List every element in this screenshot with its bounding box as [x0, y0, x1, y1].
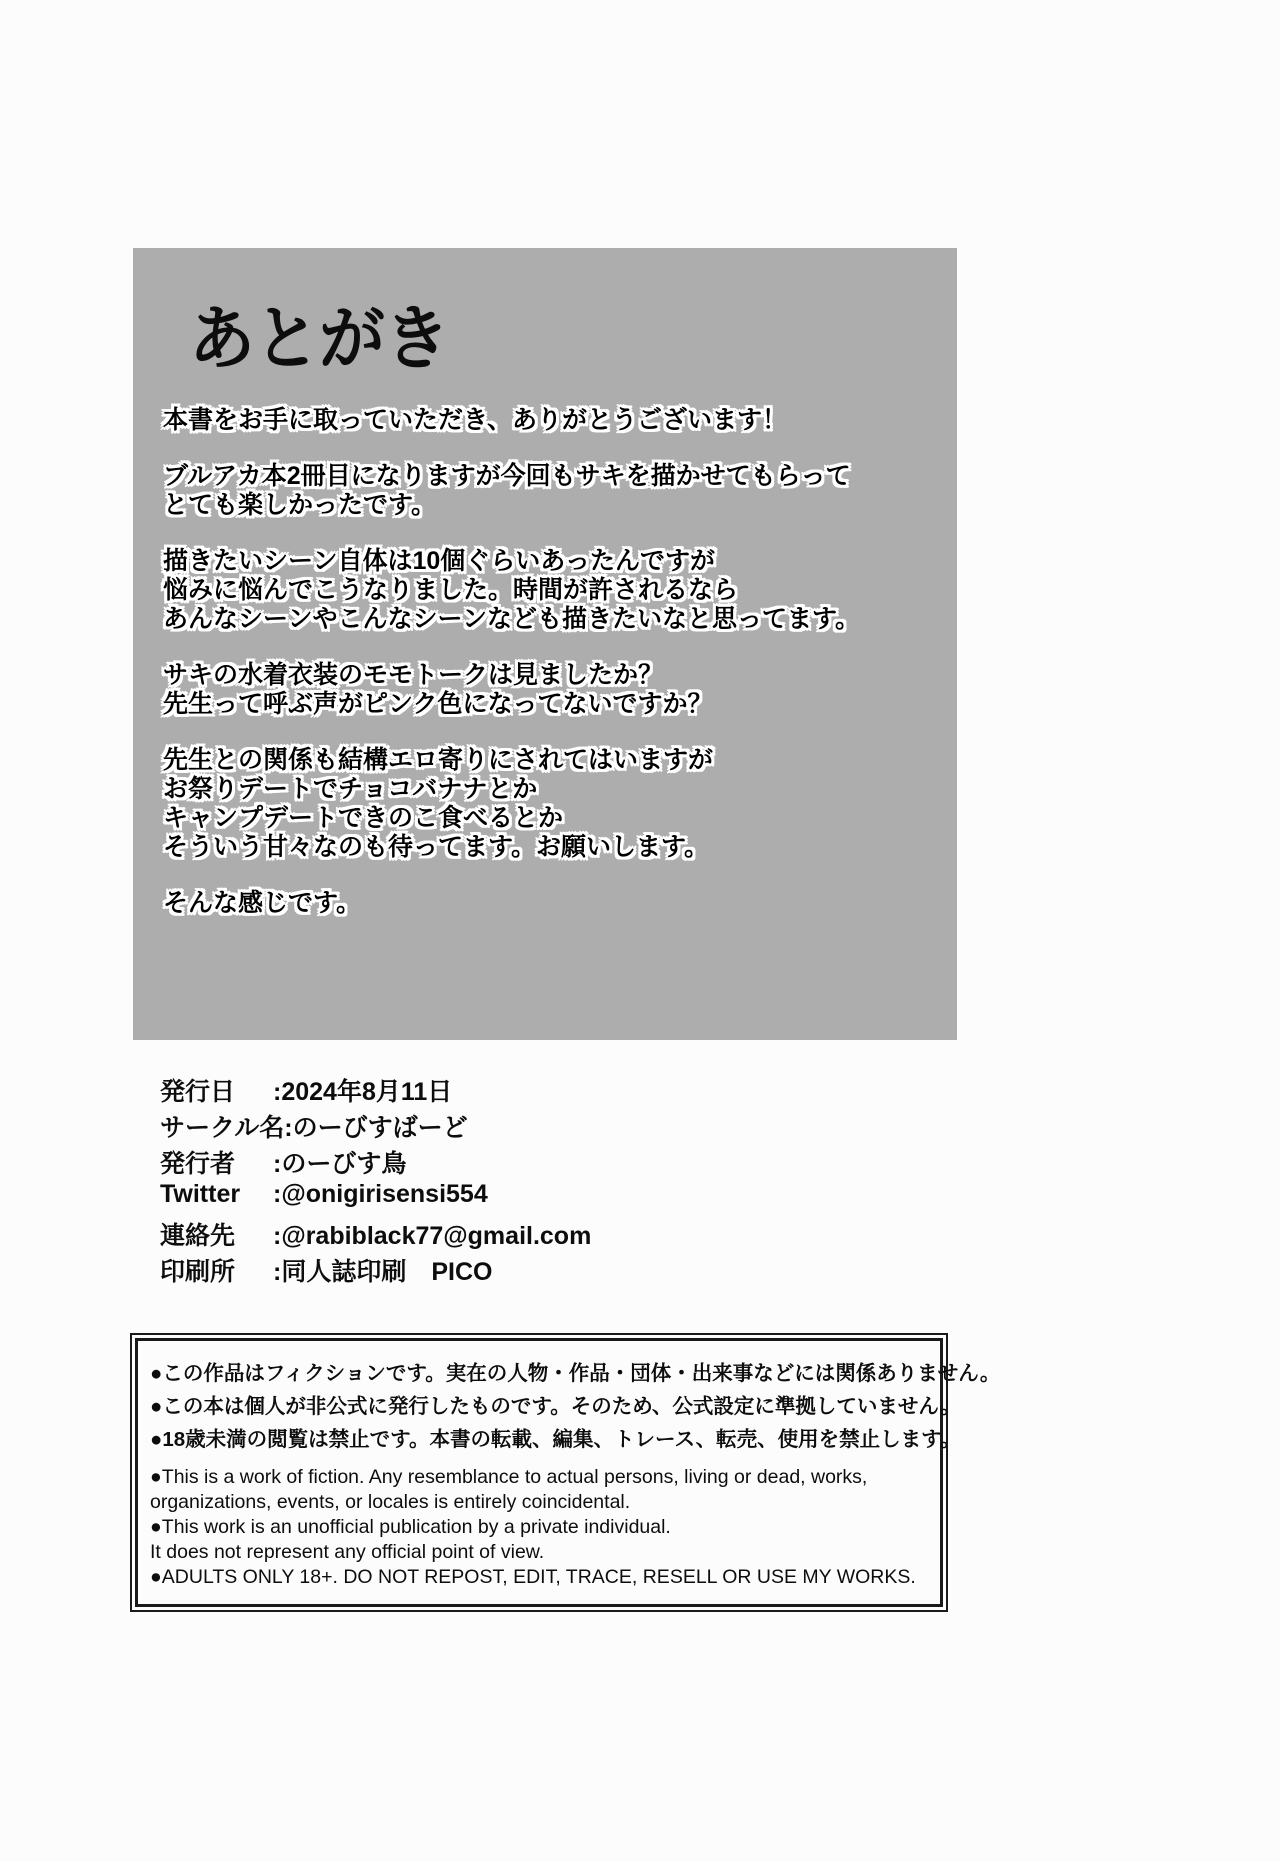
- colophon-label: 発行者: [160, 1150, 236, 1178]
- afterword-line: あんなシーンやこんなシーンなども描きたいなと思ってます。: [163, 605, 861, 633]
- colophon-value: :2024年8月11日: [273, 1078, 453, 1106]
- colophon-value: :のーびすばーど: [284, 1114, 468, 1142]
- colophon-value: :同人誌印刷 PICO: [273, 1258, 493, 1286]
- colophon-label: 印刷所: [160, 1258, 236, 1286]
- afterword-line: 本書をお手に取っていただき、ありがとうございます！: [163, 406, 788, 434]
- colophon-value: :のーびす鳥: [273, 1150, 407, 1178]
- afterword-title: あとがき: [189, 298, 449, 378]
- afterword-paragraph: [163, 746, 923, 862]
- afterword-panel: [133, 248, 957, 1040]
- colophon-row: [160, 1108, 591, 1144]
- afterword-line: 悩みに悩んでこうなりました。時間が許されるなら: [163, 576, 739, 604]
- afterword-line: 先生って呼ぶ声がピンク色になってないですか？: [163, 690, 713, 718]
- disclaimer-english: [150, 1465, 926, 1590]
- afterword-line: 描きたいシーン自体は10個ぐらいあったんですが: [163, 547, 716, 575]
- colophon-row: [160, 1072, 591, 1108]
- colophon-label: Twitter: [160, 1180, 241, 1208]
- afterword-line: 先生との関係も結構エロ寄りにされてはいますが: [163, 746, 714, 774]
- disclaimer-en-line: ●ADULTS ONLY 18+. DO NOT REPOST, EDIT, TRACE, RESELL OR USE MY WORKS.: [150, 1566, 916, 1588]
- disclaimer-jp-line: ●この本は個人が非公式に発行したものです。そのため、公式設定に準拠していません。: [150, 1395, 961, 1418]
- afterword-line: お祭りデートでチョコバナナとか: [163, 775, 538, 803]
- colophon: [160, 1072, 591, 1288]
- colophon-row: [160, 1144, 591, 1180]
- colophon-value: :@onigirisensi554: [273, 1180, 488, 1208]
- disclaimer-japanese: [150, 1357, 1001, 1456]
- afterword-paragraph: [163, 462, 923, 520]
- disclaimer-en-line: ●This work is an unofficial publication by a private individual.: [150, 1516, 671, 1538]
- afterword-paragraph: [163, 661, 923, 719]
- colophon-label: 発行日: [160, 1078, 236, 1106]
- colophon-row: [160, 1180, 591, 1216]
- disclaimer-box-inner: [135, 1338, 1001, 1607]
- afterword-line: そんな感じです。: [163, 889, 362, 917]
- disclaimer-en-line: It does not represent any official point of view.: [150, 1541, 545, 1563]
- afterword-paragraph: [163, 547, 923, 634]
- afterword-line: キャンプデートできのこ食べるとか: [163, 804, 564, 832]
- afterword-paragraph: [163, 889, 923, 918]
- afterword-line: そういう甘々なのも待ってます。お願いします。: [163, 833, 710, 861]
- disclaimer-en-line: ●This is a work of fiction. Any resemblance to actual persons, living or dead, works,: [150, 1466, 868, 1488]
- afterword-paragraph: [163, 406, 923, 435]
- disclaimer-en-line: organizations, events, or locales is entirely coincidental.: [150, 1491, 631, 1513]
- disclaimer-box: [130, 1333, 1001, 1612]
- afterword-line: とても楽しかったです。: [163, 491, 437, 519]
- afterword-body: [163, 406, 923, 945]
- colophon-value: :@rabiblack77@gmail.com: [273, 1222, 592, 1250]
- afterword-line: サキの水着衣装のモモトークは見ましたか？: [163, 661, 664, 689]
- colophon-label: サークル名: [160, 1114, 285, 1142]
- disclaimer-jp-line: ●18歳未満の閲覧は禁止です。本書の転載、編集、トレース、転売、使用を禁止します。: [150, 1428, 961, 1451]
- disclaimer-jp-line: ●この作品はフィクションです。実在の人物・作品・団体・出来事などには関係ありません。: [150, 1362, 1001, 1385]
- colophon-row: [160, 1216, 591, 1252]
- colophon-row: [160, 1252, 591, 1288]
- afterword-line: ブルアカ本2冊目になりますが今回もサキを描かせてもらって: [163, 462, 851, 490]
- colophon-label: 連絡先: [160, 1222, 236, 1250]
